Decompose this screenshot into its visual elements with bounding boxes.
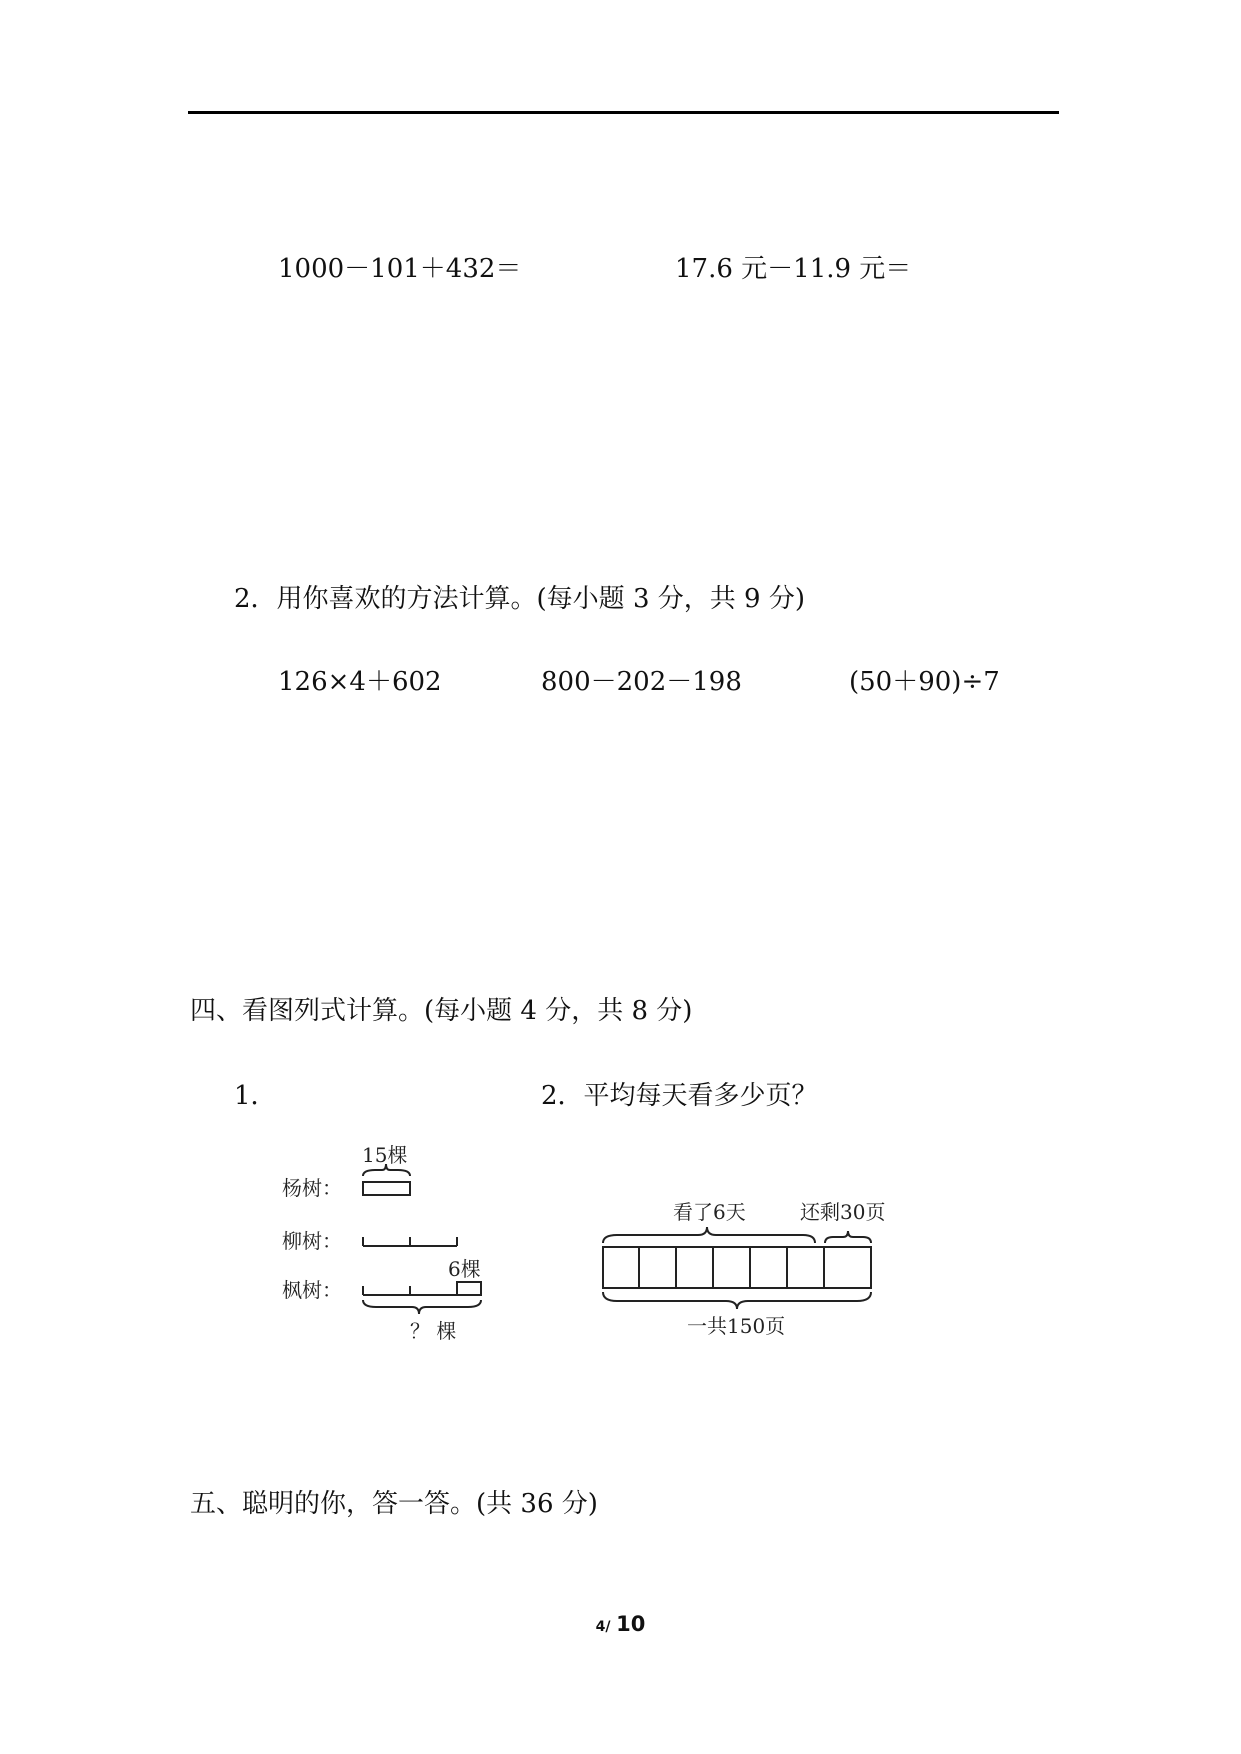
- maple-segment: [363, 1286, 457, 1295]
- calc-item-3: (50＋90)÷7: [849, 667, 1000, 697]
- poplar-row-label: 杨树：: [282, 1176, 342, 1200]
- question-2-title: 2．用你喜欢的方法计算。(每小题 3 分，共 9 分): [234, 584, 805, 614]
- poplar-segment: [363, 1182, 410, 1195]
- section-5-title: 五、聪明的你，答一答。(共 36 分): [190, 1489, 598, 1519]
- total-pages-label: 一共150页: [687, 1314, 786, 1338]
- page-current: 4/: [595, 1619, 611, 1635]
- read-days-brace: [603, 1227, 815, 1243]
- willow-row-label: 柳树：: [282, 1229, 342, 1253]
- page-total: 10: [616, 1612, 646, 1636]
- calc-item-2: 800－202－198: [541, 667, 742, 697]
- poplar-count-label: 15棵: [362, 1145, 408, 1167]
- maple-row-label: 枫树：: [282, 1278, 342, 1302]
- tree-segment-diagram: [280, 1145, 510, 1350]
- maple-question-label: ？ 棵: [410, 1319, 457, 1343]
- expression-1: 1000－101＋432＝: [278, 254, 522, 284]
- pages-read-diagram: [595, 1195, 895, 1345]
- question-1-label: 1．: [234, 1081, 277, 1111]
- maple-question-brace: [363, 1300, 481, 1314]
- section-4-title: 四、看图列式计算。(每小题 4 分，共 8 分): [190, 996, 693, 1026]
- remaining-pages-label: 还剩30页: [800, 1200, 886, 1224]
- read-days-label: 看了6天: [673, 1200, 746, 1224]
- question-2-label: 2．平均每天看多少页？: [541, 1081, 818, 1111]
- maple-extra-label: 6棵: [448, 1257, 481, 1281]
- calc-item-1: 126×4＋602: [278, 667, 442, 697]
- header-rule: [188, 111, 1059, 114]
- page-number: [0, 1612, 1241, 1636]
- pages-bar-dividers: [639, 1247, 824, 1288]
- total-pages-brace: [603, 1292, 871, 1309]
- expression-2: 17.6 元－11.9 元＝: [675, 254, 912, 284]
- maple-extra-segment: [457, 1282, 481, 1295]
- remaining-brace: [825, 1231, 871, 1243]
- pages-bar: [603, 1247, 871, 1288]
- willow-segment: [363, 1237, 457, 1246]
